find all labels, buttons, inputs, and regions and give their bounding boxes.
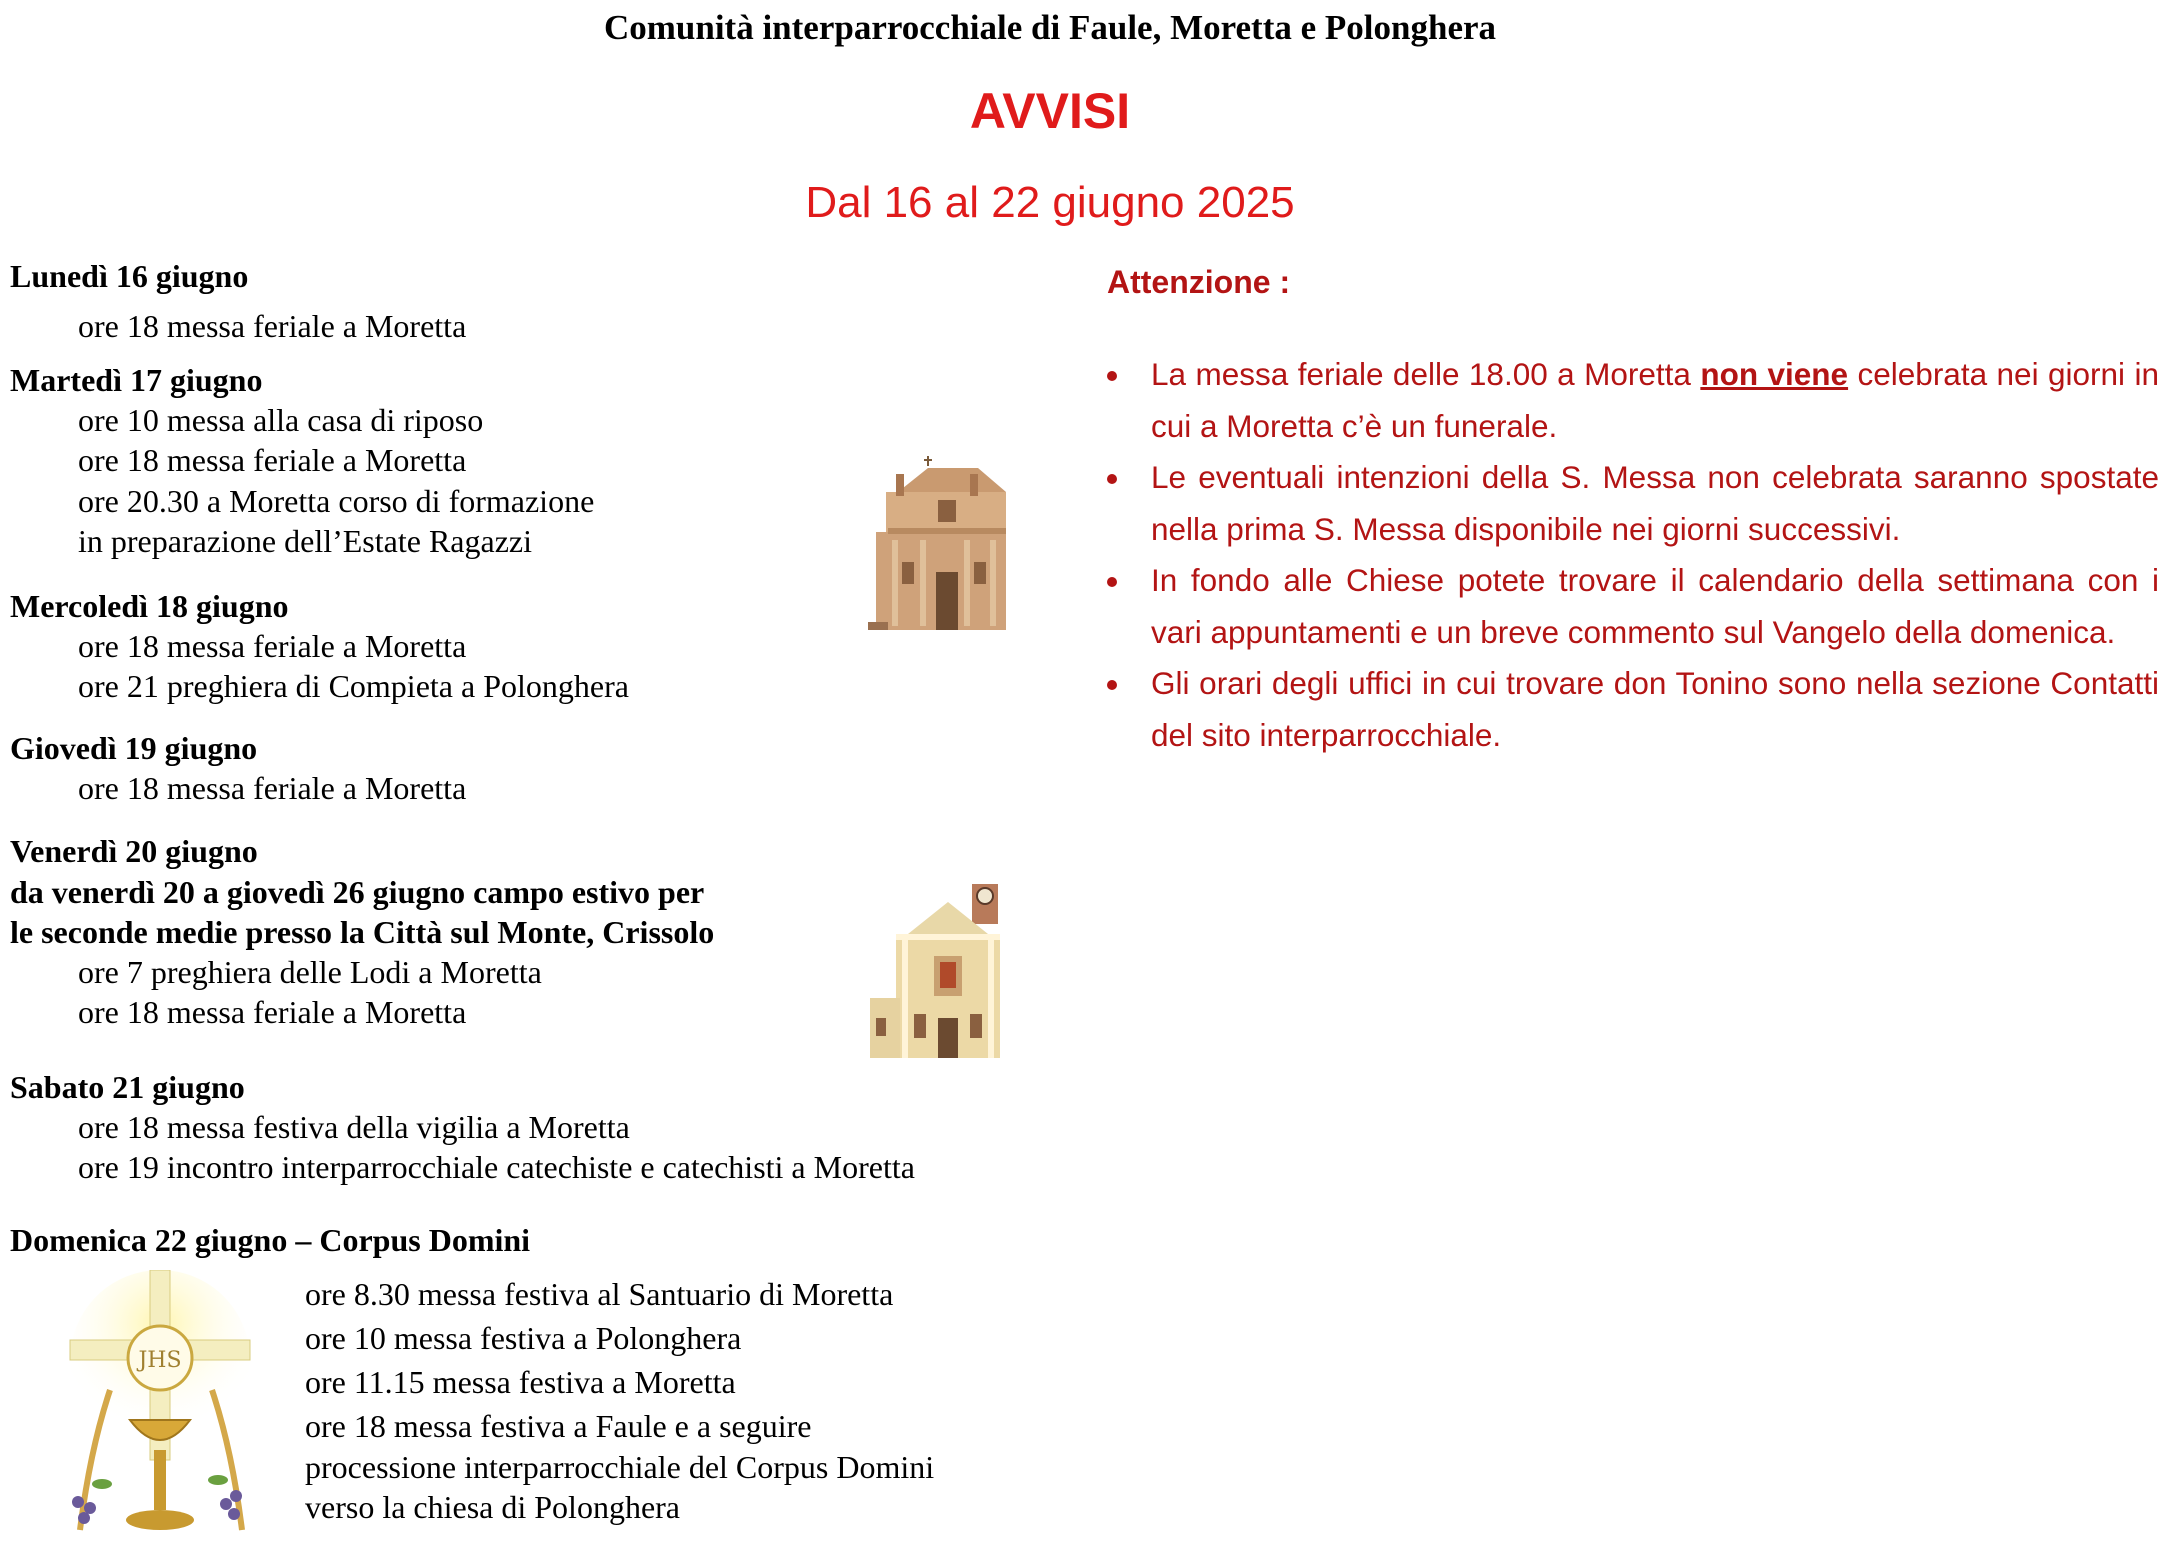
- schedule-item: ore 21 preghiera di Compieta a Polonghera: [78, 668, 629, 704]
- schedule-item: ore 18 messa feriale a Moretta: [78, 994, 467, 1030]
- bullet-icon: [1107, 577, 1117, 587]
- schedule-item: ore 18 messa feriale a Moretta: [78, 442, 467, 478]
- schedule-item: ore 19 incontro interparrocchiale catechiste e catechisti a Moretta: [78, 1149, 915, 1185]
- schedule-item: ore 20.30 a Moretta corso di formazione: [78, 483, 595, 519]
- schedule-item: processione interparrocchiale del Corpus Domini: [305, 1449, 935, 1485]
- schedule-item: ore 18 messa feriale a Moretta: [78, 308, 467, 344]
- camp-note: da venerdì 20 a giovedì 26 giugno campo estivo per: [10, 874, 705, 910]
- notice-item: Gli orari degli uffici in cui trovare don Tonino sono nella sezione Contatti del sito interparrocchiale.: [1107, 658, 2159, 761]
- bullet-icon: [1107, 680, 1117, 690]
- sanctuary-image: [868, 878, 1006, 1058]
- day-heading-saturday: Sabato 21 giugno: [10, 1069, 245, 1105]
- date-range: Dal 16 al 22 giugno 2025: [805, 178, 1295, 227]
- page-title: AVVISI: [969, 83, 1131, 139]
- schedule-item: ore 11.15 messa festiva a Moretta: [305, 1364, 736, 1400]
- corpus-domini-icon: [50, 1270, 272, 1556]
- notice-item: Le eventuali intenzioni della S. Messa non celebrata saranno spostate nella prima S. Messa disponibile nei giorni successivi.: [1107, 452, 2159, 555]
- bullet-icon: [1107, 474, 1117, 484]
- church-image: [868, 452, 1006, 630]
- schedule-item: ore 10 messa alla casa di riposo: [78, 402, 484, 438]
- day-heading-tuesday: Martedì 17 giugno: [10, 362, 263, 398]
- schedule-item: verso la chiesa di Polonghera: [305, 1489, 680, 1525]
- day-heading-friday: Venerdì 20 giugno: [10, 833, 258, 869]
- emphasis-text: non viene: [1700, 356, 1849, 392]
- bullet-icon: [1107, 371, 1117, 381]
- emblem-letters: JHS: [138, 1348, 182, 1373]
- day-heading-monday: Lunedì 16 giugno: [10, 258, 249, 294]
- schedule-item: ore 18 messa feriale a Moretta: [78, 770, 467, 806]
- schedule-item: ore 8.30 messa festiva al Santuario di Moretta: [305, 1276, 894, 1312]
- camp-note: le seconde medie presso la Città sul Monte, Crissolo: [10, 914, 715, 950]
- attention-heading: Attenzione :: [1107, 264, 1291, 300]
- schedule-item: ore 10 messa festiva a Polonghera: [305, 1320, 742, 1356]
- day-heading-wednesday: Mercoledì 18 giugno: [10, 588, 289, 624]
- schedule-item: ore 18 messa feriale a Moretta: [78, 628, 467, 664]
- schedule-item: in preparazione dell’Estate Ragazzi: [78, 523, 532, 559]
- notice-item: La messa feriale delle 18.00 a Moretta non viene celebrata nei giorni in cui a Moretta c’è un funerale.: [1107, 349, 2159, 452]
- schedule-item: ore 7 preghiera delle Lodi a Moretta: [78, 954, 542, 990]
- notice-item: In fondo alle Chiese potete trovare il calendario della settimana con i vari appuntamenti e un breve commento sul Vangelo della domenica.: [1107, 555, 2159, 658]
- community-title: Comunità interparrocchiale di Faule, Moretta e Polonghera: [603, 8, 1497, 47]
- day-heading-sunday: Domenica 22 giugno – Corpus Domini: [10, 1222, 531, 1258]
- schedule-item: ore 18 messa festiva a Faule e a seguire: [305, 1408, 812, 1444]
- day-heading-thursday: Giovedì 19 giugno: [10, 730, 258, 766]
- schedule-item: ore 18 messa festiva della vigilia a Moretta: [78, 1109, 630, 1145]
